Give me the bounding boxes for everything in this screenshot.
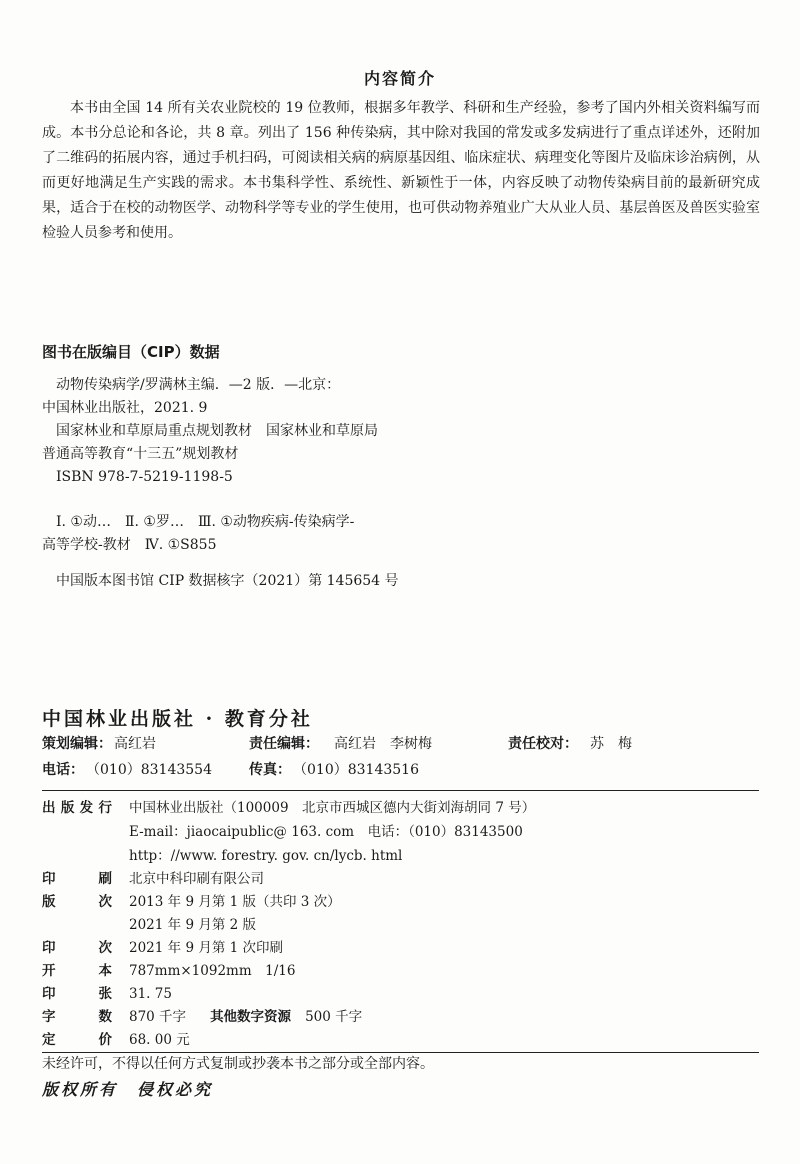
cip-line: 普通高等教育“十三五”规划教材 (42, 446, 239, 462)
planning-editor-label: 策划编辑： (42, 736, 112, 752)
edition-first: 2013 年 9 月第 1 版（共印 3 次） (129, 894, 341, 910)
cip-line: Ⅰ. ①动… Ⅱ. ①罗… Ⅲ. ①动物疾病-传染病学- (56, 514, 355, 530)
info-row (42, 961, 762, 982)
responsible-editor-names: 高红岩 李树梅 (334, 736, 432, 752)
rights-reserved: 版权所有 侵权必究 (42, 1080, 214, 1099)
info-row (42, 1007, 762, 1028)
cip-library-line (42, 570, 762, 593)
cip-classification (42, 511, 762, 557)
sheets-value: 31. 75 (129, 986, 172, 1002)
info-row (42, 915, 762, 936)
intro-title: 内容简介 (363, 69, 436, 88)
cip-line: 高等学校-教材 Ⅳ. ①S855 (42, 537, 217, 553)
publisher-name: 中国林业出版社 · 教育分社 (42, 708, 313, 730)
info-row (42, 1030, 762, 1051)
printing-value: 北京中科印刷有限公司 (129, 871, 264, 887)
info-row (42, 984, 762, 1005)
website-url: http：//www. forestry. gov. cn/lycb. html (129, 848, 403, 864)
fax-label: 传真： (249, 762, 291, 778)
cip-line: 中国林业出版社，2021. 9 (42, 400, 208, 416)
cip-line: ISBN 978-7-5219-1198-5 (56, 469, 233, 485)
phone-label: 电话： (42, 762, 84, 778)
info-row (42, 892, 762, 913)
fax-number: （010）83143516 (293, 762, 419, 778)
email-line: E-mail：jiaocaipublic@ 163. com 电话：（010）83143500 (129, 824, 523, 840)
price-value: 68. 00 元 (129, 1032, 190, 1048)
editor-row (42, 733, 762, 755)
copyright-notice: 未经许可，不得以任何方式复制或抄袭本书之部分或全部内容。 (42, 1056, 434, 1072)
price-label: 定 价 (42, 1032, 112, 1048)
proofreader-name: 苏 梅 (590, 736, 632, 752)
distribution-value: 中国林业出版社（100009 北京市西城区德内大街刘海胡同 7 号） (129, 800, 536, 816)
info-row (42, 822, 762, 843)
words-value: 870 千字 (129, 1009, 187, 1025)
proofreader-label: 责任校对： (508, 736, 578, 752)
responsible-editor-label: 责任编辑： (249, 736, 319, 752)
library-number: 中国版本图书馆 CIP 数据核字（2021）第 145654 号 (56, 573, 399, 589)
printing-label: 印 刷 (42, 871, 112, 887)
edition-second: 2021 年 9 月第 2 版 (129, 917, 256, 933)
intro-body: 本书由全国 14 所有关农业院校的 19 位教师，根据多年教学、科研和生产经验，参考了国内外相关资料编写而成。本书分总论和各论，共 8 章。列出了 156 种传染病，其中除对我国的常发或多发病进行了重点详述外，还附加了二维码的拓展内容，通过手机扫码，可阅读相关病的病原基因组、临床症状、病理变化等图片及临床诊治病例，从而更好地满足生产实践的需求。本书集科学性、系统性、新颖性于一体，内容反映了动物传染病目前的最新研究成果，适合于在校的动物医学、动物科学等专业的学生使用，也可供动物养殖业广大从业人员、基层兽医及兽医实验室检验人员参考和使用。 (42, 100, 760, 241)
cip-line: 动物传染病学/罗满林主编．—2 版．—北京： (56, 377, 341, 393)
digital-resources-label: 其他数字资源 (210, 1009, 292, 1025)
info-row (42, 846, 762, 867)
cip-line: 国家林业和草原局重点规划教材 国家林业和草原局 (56, 423, 378, 439)
info-row (42, 869, 762, 890)
cip-record (42, 374, 762, 489)
words-label: 字 数 (42, 1009, 112, 1025)
phone-number: （010）83143554 (86, 762, 212, 778)
info-row (42, 798, 762, 819)
sheets-label: 印 张 (42, 986, 112, 1002)
digital-resources-value: 500 千字 (305, 1009, 363, 1025)
divider-top (42, 790, 759, 791)
edition-label: 版 次 (42, 894, 112, 910)
format-value: 787mm×1092mm 1/16 (129, 963, 296, 979)
impression-value: 2021 年 9 月第 1 次印刷 (129, 940, 283, 956)
cip-title: 图书在版编目（CIP）数据 (42, 343, 220, 361)
planning-editor-name: 高红岩 (114, 736, 156, 752)
distribution-label: 出版发行 (42, 800, 112, 816)
info-row (42, 938, 762, 959)
format-label: 开 本 (42, 963, 112, 979)
contact-row (42, 759, 762, 781)
impression-label: 印 次 (42, 940, 112, 956)
